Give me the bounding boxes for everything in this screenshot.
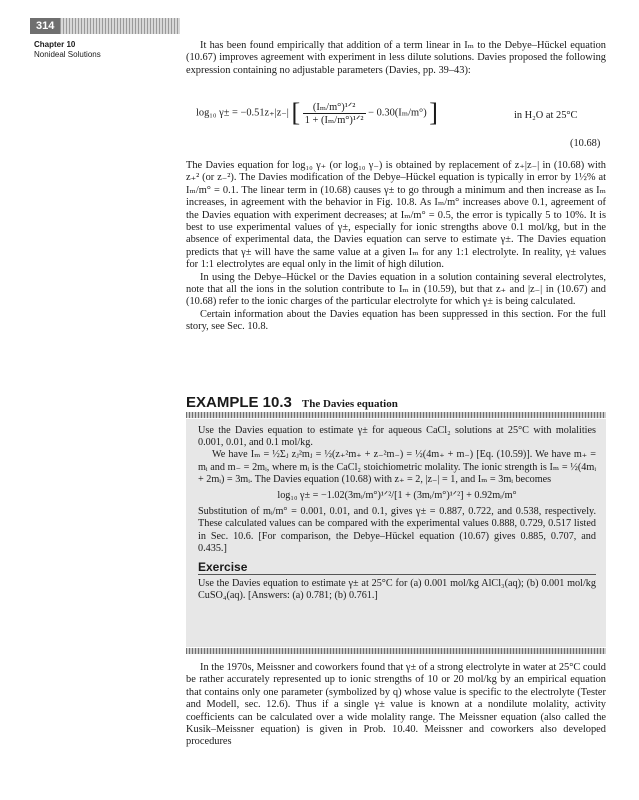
- eq-fraction: [303, 101, 366, 126]
- eq-numerator: (Iₘ/m°)¹ᐟ²: [303, 101, 366, 114]
- eq-tail: − 0.30(Iₘ/m°): [368, 107, 427, 119]
- page-header-bar: [30, 18, 180, 34]
- page-number: 314: [30, 18, 60, 34]
- example-solution-1: We have Iₘ = ½Σⱼ zⱼ²mⱼ = ½(z₊²m₊ + z₋²m₋) = ½(4m₊ + m₋) [Eq. (10.59)]. We have m₊ = mᵢ and m₋ = 2mᵢ, where mᵢ is the CaCl₂ stoichiometric molality. The ionic strength is Iₘ = ½(4mᵢ + 2mᵢ) = 3mᵢ. The Davies equation (10.68) with z₊ = 2, |z₋| = 1, and Iₘ = 3mᵢ becomes: [198, 449, 596, 485]
- example-label: EXAMPLE 10.3: [186, 394, 292, 411]
- eq-condition: in H₂O at 25°C: [514, 110, 578, 121]
- chapter-label: Chapter 10: [34, 40, 76, 49]
- example-name: The Davies equation: [301, 398, 398, 410]
- example-top-rule: [186, 412, 606, 418]
- body-text: [186, 160, 606, 334]
- example-title: [186, 394, 606, 412]
- example-solution-equation: log₁₀ γ± = −1.02(3mᵢ/m°)¹ᐟ²/[1 + (3mᵢ/m°)¹ᐟ²] + 0.92mᵢ/m°: [277, 490, 517, 502]
- intro-paragraph-1: It has been found empirically that addition of a term linear in Iₘ to the Debye–Hückel equation (10.67) improves agreement with experiment in less dilute solutions. Davies proposed the following expression containing no adjustable parameters (Davies, pp. 39–43):: [186, 40, 606, 76]
- chapter-title: Nonideal Solutions: [34, 50, 101, 59]
- eq-denominator: 1 + (Iₘ/m°)¹ᐟ²: [304, 114, 364, 126]
- exercise-rule: [198, 574, 596, 575]
- paragraph-3: In using the Debye–Hückel or the Davies equation in a solution containing several electrolytes, note that all the ions in the solution contribute to Iₘ in (10.59), but that z₊ and |z₋| in (10.67) and (10.68) refer to the ionic charges of the particular electrolyte for which γ± is being calculated.: [186, 271, 606, 308]
- exercise-text: Use the Davies equation to estimate γ± at 25°C for (a) 0.001 mol/kg AlCl₃(aq); (b) 0.001 mol/kg CuSO₄(aq). [Answers: (a) 0.781; (b) 0.761.]: [198, 578, 596, 602]
- paragraph-2: The Davies equation for log₁₀ γ₊ (or log₁₀ γ₋) is obtained by replacement of z₊|z₋| in (10.68) with z₊² (or z₋²). The Davies modification of the Debye–Hückel equation is typically in error by 1½% at Iₘ/m° = 0.1. The linear term in (10.68) causes γ± to go through a minimum and then increase as Iₘ increases, in agreement with the behavior in Fig. 10.8. As Iₘ/m° increases above 0.1, agreement of the Davies equation with experiment decreases; at Iₘ/m° = 0.5, the error is typically 5 to 10%. It is best to use experimental values of γ±, especially for ionic strengths above 0.1 mol/kg, but in the absence of experimental data, the Davies equation can serve to estimate γ±. The Davies equation predicts that γ± will have the same value at a given Iₘ for any 1:1 electrolyte. In reality, γ± values for 1:1 electrolytes are equal only in the limit of high dilution.: [186, 160, 606, 271]
- davies-equation: log₁₀ γ± = −0.51z₊|z₋| [ $\frac{\text{(Iₘ/m°)¹ᐟ²}}{\text{1 + (Iₘ/m°)¹ᐟ²}}$ − 0.30(Iₘ/m°) ] in H₂O at 25°C: [196, 98, 578, 127]
- chapter-sidebar: [34, 40, 194, 60]
- paragraph-4: Certain information about the Davies equation has been suppressed in this section. For the full story, see Sec. 10.8.: [186, 308, 606, 333]
- outro-paragraph: In the 1970s, Meissner and coworkers found that γ± of a strong electrolyte in water at 25°C could be rather accurately represented up to ionic strengths of 10 or 20 mol/kg by an empirical equation that contains only one parameter (symbolized by q) whose value is specific to the electrolyte (Tester and Modell, sec. 12.6). Thus if a single γ± value is known at a nondilute molality, activity coefficients can be calculated over a wide molality range. The Meissner equation (also called the Kusik–Meissner equation) is given in Prob. 10.40. Meissner and coworkers also developed procedures: [186, 662, 606, 748]
- example-box: [186, 419, 606, 647]
- example-bottom-rule: [186, 648, 606, 654]
- eq-lhs: log₁₀ γ± = −0.51z₊|z₋|: [196, 107, 289, 119]
- example-question: Use the Davies equation to estimate γ± for aqueous CaCl₂ solutions at 25°C with molalities 0.001, 0.01, and 0.1 mol/kg.: [198, 425, 596, 449]
- exercise-heading: Exercise: [198, 560, 248, 575]
- example-solution-2: Substitution of mᵢ/m° = 0.001, 0.01, and 0.1, gives γ± = 0.887, 0.722, and 0.538, respectively. These calculated values can be compared with the experimental values 0.888, 0.729, 0.517 listed in Sec. 10.6. [For comparison, the Debye–Hückel equation (10.67) gives 0.885, 0.707, and 0.435.]: [198, 506, 596, 554]
- eq-number: (10.68): [570, 138, 601, 149]
